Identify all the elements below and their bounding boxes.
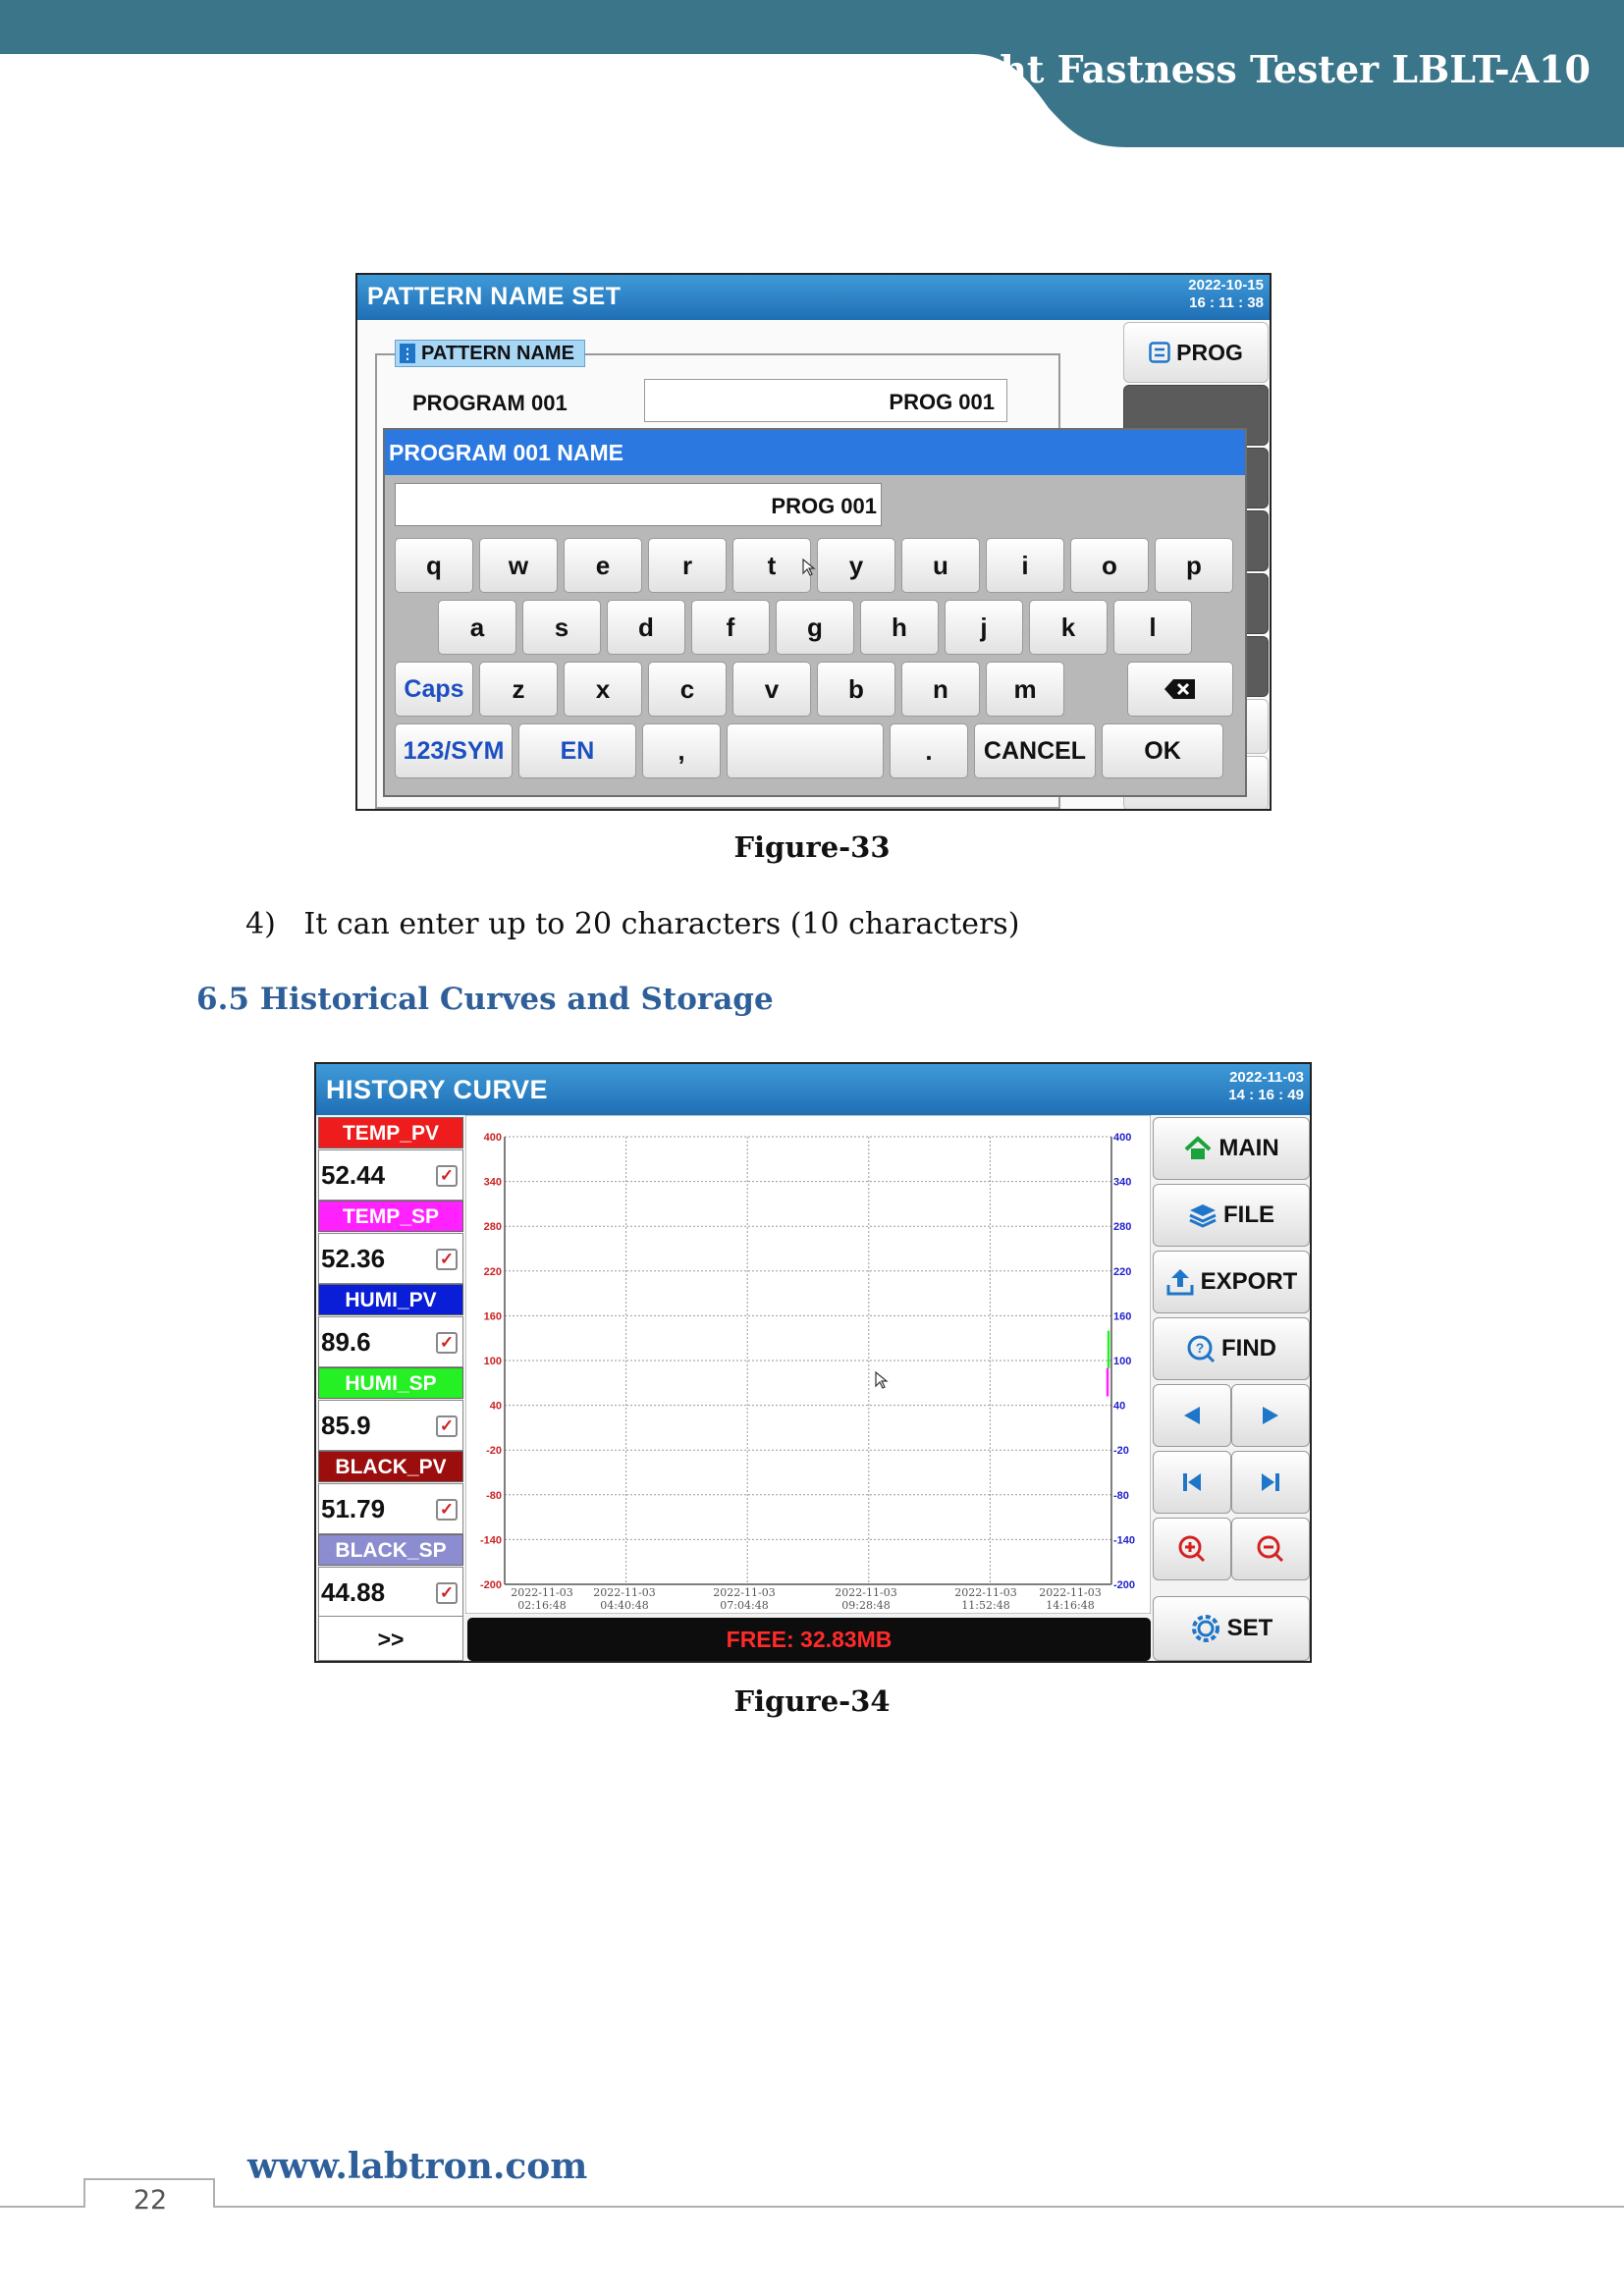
history-curve-screen (314, 1062, 1312, 1663)
history-chart (465, 1115, 1151, 1614)
series-visible-checkbox[interactable]: ✓ (436, 1249, 458, 1270)
key-p[interactable]: p (1155, 538, 1233, 593)
zoom-in-button[interactable] (1153, 1518, 1231, 1580)
main-button-label: MAIN (1218, 1135, 1279, 1161)
y-left-tick-label: 100 (483, 1356, 502, 1367)
gear-icon (1190, 1613, 1221, 1644)
plot-background (465, 1115, 1151, 1614)
key-t[interactable]: t (732, 538, 811, 593)
last-icon (1259, 1470, 1282, 1494)
x-tick-time: 04:40:48 (600, 1599, 649, 1612)
key-x[interactable]: x (564, 662, 642, 717)
series-visible-checkbox[interactable]: ✓ (436, 1499, 458, 1521)
x-tick-date: 2022-11-03 (511, 1586, 573, 1599)
document-title: Light Fastness Tester LBLT-A10 (933, 47, 1591, 91)
key-period[interactable]: . (890, 723, 968, 778)
key-y[interactable]: y (817, 538, 895, 593)
prev-icon (1180, 1404, 1204, 1427)
keyboard-title: PROGRAM 001 NAME (385, 430, 1245, 475)
zoom-out-icon (1256, 1534, 1285, 1564)
svg-text:?: ? (1195, 1340, 1205, 1356)
main-button[interactable] (1153, 1117, 1310, 1180)
date-display: 2022-11-03 (1229, 1069, 1304, 1086)
key-n[interactable]: n (901, 662, 980, 717)
x-tick-date: 2022-11-03 (713, 1586, 776, 1599)
ok-key[interactable]: OK (1102, 723, 1223, 778)
first-button[interactable] (1153, 1451, 1231, 1514)
x-tick-time: 07:04:48 (720, 1599, 769, 1612)
datetime (1188, 277, 1264, 312)
y-right-tick-label: -20 (1113, 1445, 1129, 1458)
time-display: 14 : 16 : 49 (1228, 1087, 1304, 1103)
footer-rule (0, 2160, 1624, 2218)
y-right-tick-label: 280 (1113, 1221, 1132, 1234)
series-value-temp_sp (318, 1233, 463, 1284)
key-r[interactable]: r (648, 538, 727, 593)
key-b[interactable]: b (817, 662, 895, 717)
x-tick-date: 2022-11-03 (835, 1586, 897, 1599)
set-button-label: SET (1226, 1615, 1273, 1641)
key-h[interactable]: h (860, 600, 939, 655)
y-left-tick-label: -20 (486, 1445, 502, 1458)
next-button[interactable] (1231, 1384, 1310, 1447)
body-text: 4) It can enter up to 20 characters (10 characters) (245, 907, 1020, 941)
key-m[interactable]: m (986, 662, 1064, 717)
x-tick-date: 2022-11-03 (1039, 1586, 1102, 1599)
y-left-tick-label: 280 (483, 1221, 502, 1234)
last-button[interactable] (1231, 1451, 1310, 1514)
series-visible-checkbox[interactable]: ✓ (436, 1165, 458, 1187)
series-label-humi_sp: HUMI_SP (318, 1367, 463, 1399)
y-right-tick-label: 40 (1113, 1400, 1126, 1413)
program-name-field[interactable]: PROG 001 (644, 379, 1007, 422)
find-icon (1186, 1334, 1216, 1363)
key-q[interactable]: q (395, 538, 473, 593)
zoom-out-button[interactable] (1231, 1518, 1310, 1580)
key-w[interactable]: w (479, 538, 558, 593)
key-g[interactable]: g (776, 600, 854, 655)
section-heading: 6.5 Historical Curves and Storage (196, 982, 774, 1017)
space-key[interactable] (727, 723, 884, 778)
key-f[interactable]: f (691, 600, 770, 655)
key-comma[interactable]: , (642, 723, 721, 778)
prog-button[interactable] (1123, 322, 1269, 383)
first-icon (1180, 1470, 1204, 1494)
key-s[interactable]: s (522, 600, 601, 655)
export-button-label: EXPORT (1200, 1268, 1298, 1295)
screen-title: HISTORY CURVE (326, 1075, 549, 1104)
key-u[interactable]: u (901, 538, 980, 593)
more-button[interactable]: >> (318, 1616, 463, 1661)
zoom-in-icon (1177, 1534, 1207, 1564)
time-display: 16 : 11 : 38 (1189, 294, 1264, 311)
series-value-black_pv (318, 1483, 463, 1534)
key-o[interactable]: o (1070, 538, 1149, 593)
file-button-label: FILE (1223, 1201, 1274, 1228)
free-storage-status: FREE: 32.83MB (467, 1618, 1151, 1661)
y-left-tick-label: 160 (483, 1310, 502, 1323)
figure-34-caption: Figure-34 (733, 1684, 891, 1718)
series-value-black_sp (318, 1567, 463, 1618)
key-j[interactable]: j (945, 600, 1023, 655)
screen-titlebar (357, 275, 1270, 320)
series-value-humi_pv (318, 1316, 463, 1367)
key-a[interactable]: a (438, 600, 516, 655)
find-button[interactable] (1153, 1317, 1310, 1380)
export-button[interactable] (1153, 1251, 1310, 1313)
series-value-text: 44.88 (321, 1577, 386, 1607)
pattern-name-legend-label: PATTERN NAME (421, 342, 574, 364)
y-right-tick-label: 160 (1113, 1310, 1132, 1323)
keyboard-input[interactable]: PROG 001 (395, 483, 882, 526)
key-z[interactable]: z (479, 662, 558, 717)
series-value-text: 51.79 (321, 1494, 386, 1523)
key-v[interactable]: v (732, 662, 811, 717)
program-label: PROGRAM 001 (412, 391, 568, 415)
key-c[interactable]: c (648, 662, 727, 717)
series-visible-checkbox[interactable]: ✓ (436, 1332, 458, 1354)
next-icon (1259, 1404, 1282, 1427)
layers-icon (1188, 1202, 1218, 1228)
series-label-black_sp: BLACK_SP (318, 1534, 463, 1566)
backspace-key[interactable] (1127, 662, 1233, 717)
x-tick-date: 2022-11-03 (593, 1586, 656, 1599)
y-left-tick-label: 40 (489, 1400, 502, 1413)
x-tick-date: 2022-11-03 (954, 1586, 1017, 1599)
y-right-tick-label: 100 (1113, 1356, 1132, 1367)
key-e[interactable]: e (564, 538, 642, 593)
export-icon (1165, 1267, 1195, 1297)
page-number: 22 (133, 2185, 168, 2216)
x-tick-time: 09:28:48 (841, 1599, 891, 1612)
set-button[interactable] (1153, 1596, 1310, 1661)
symbols-key[interactable]: 123/SYM (395, 723, 513, 778)
website-link[interactable]: www.labtron.com (247, 2146, 588, 2187)
series-label-temp_sp: TEMP_SP (318, 1201, 463, 1232)
series-label-black_pv: BLACK_PV (318, 1451, 463, 1482)
y-left-tick-label: 220 (483, 1265, 502, 1278)
y-left-tick-label: -140 (479, 1534, 502, 1547)
key-k[interactable]: k (1029, 600, 1108, 655)
backspace-icon (1164, 677, 1197, 701)
document-icon (1149, 342, 1170, 363)
language-key[interactable]: EN (518, 723, 636, 778)
screen-title: PATTERN NAME SET (367, 283, 622, 310)
home-icon (1183, 1136, 1213, 1161)
x-tick-time: 14:16:48 (1046, 1599, 1095, 1612)
series-label-humi_pv: HUMI_PV (318, 1284, 463, 1315)
series-visible-checkbox[interactable]: ✓ (436, 1582, 458, 1604)
y-right-tick-label: 220 (1113, 1265, 1132, 1278)
y-left-tick-label: 400 (483, 1132, 502, 1144)
file-button[interactable] (1153, 1184, 1310, 1247)
y-left-tick-label: -80 (486, 1489, 502, 1502)
caps-key[interactable]: Caps (395, 662, 473, 717)
series-value-text: 52.44 (321, 1160, 386, 1190)
datetime (1228, 1069, 1304, 1104)
prev-button[interactable] (1153, 1384, 1231, 1447)
screen-titlebar (316, 1064, 1310, 1115)
y-right-tick-label: -200 (1113, 1579, 1136, 1591)
y-right-tick-label: 340 (1113, 1176, 1132, 1189)
series-label-temp_pv: TEMP_PV (318, 1117, 463, 1148)
figure-33-caption: Figure-33 (733, 830, 891, 864)
x-tick-time: 02:16:48 (517, 1599, 567, 1612)
key-l[interactable]: l (1113, 600, 1192, 655)
y-left-tick-label: -200 (479, 1579, 502, 1591)
series-value-temp_pv (318, 1149, 463, 1201)
onscreen-keyboard (383, 428, 1247, 797)
series-value-text: 52.36 (321, 1244, 386, 1273)
pattern-name-legend (395, 340, 585, 367)
y-left-tick-label: 340 (483, 1176, 502, 1189)
pattern-name-set-screen (355, 273, 1272, 811)
mouse-cursor-icon (801, 558, 817, 577)
y-right-tick-label: -140 (1113, 1534, 1136, 1547)
y-right-tick-label: -80 (1113, 1489, 1129, 1502)
key-i[interactable]: i (986, 538, 1064, 593)
series-value-humi_sp (318, 1400, 463, 1451)
series-visible-checkbox[interactable]: ✓ (436, 1415, 458, 1437)
key-d[interactable]: d (607, 600, 685, 655)
find-button-label: FIND (1221, 1335, 1276, 1362)
prog-button-label: PROG (1176, 339, 1243, 365)
series-value-text: 89.6 (321, 1327, 371, 1357)
menu-dots-icon: ⋮ (401, 346, 414, 361)
cancel-key[interactable]: CANCEL (974, 723, 1096, 778)
x-tick-time: 11:52:48 (961, 1599, 1010, 1612)
series-value-text: 85.9 (321, 1411, 371, 1440)
date-display: 2022-10-15 (1188, 277, 1264, 294)
y-right-tick-label: 400 (1113, 1132, 1132, 1144)
